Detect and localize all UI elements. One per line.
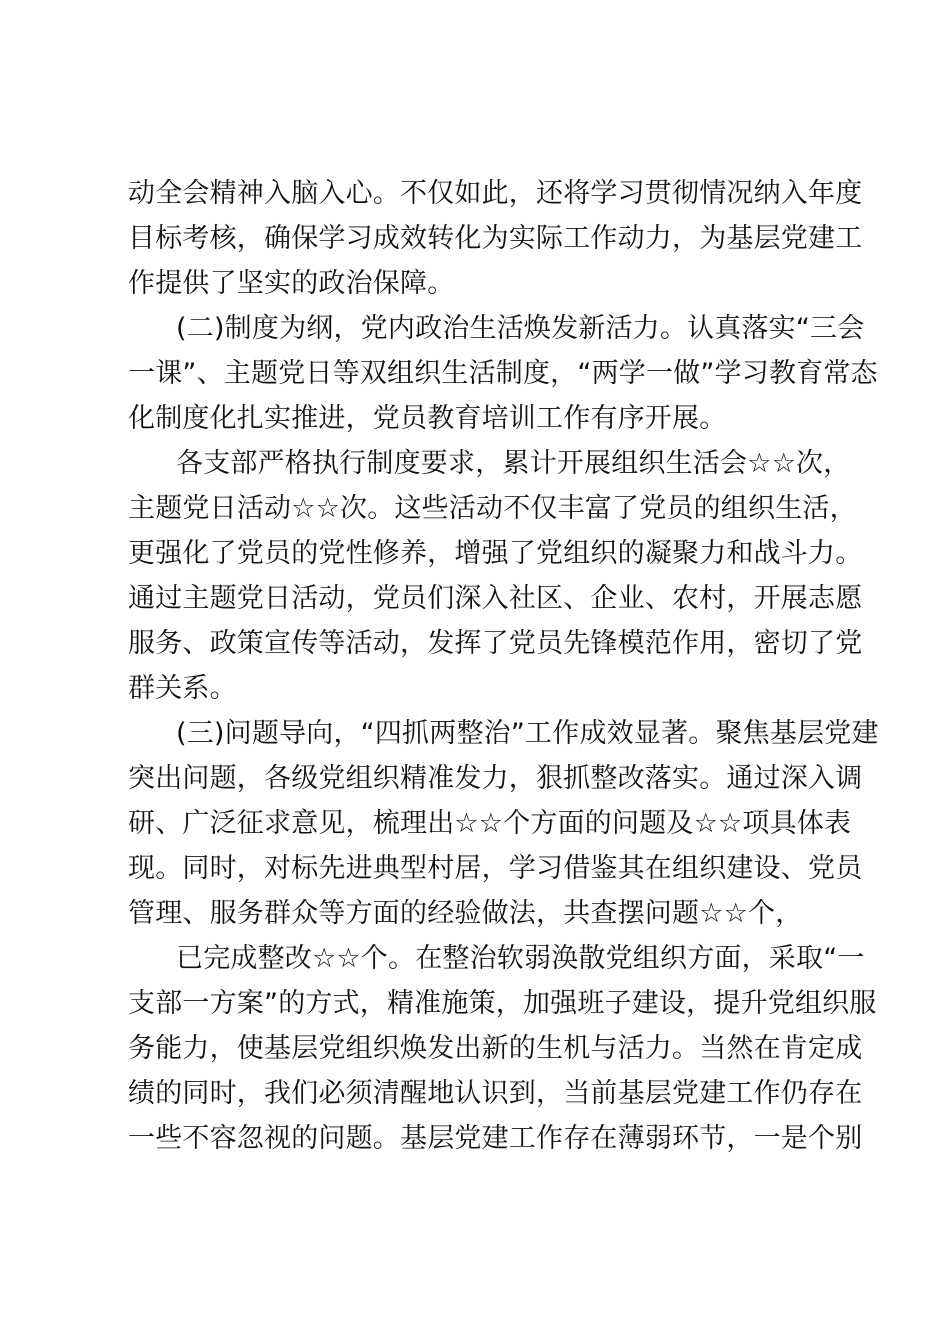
- text-line: 一课”、主题党日等双组织生活制度，“两学一做”学习教育常态: [128, 358, 878, 389]
- text-line: 支部一方案”的方式，精准施策，加强班子建设，提升党组织服: [128, 988, 877, 1019]
- text-line: 研、广泛征求意见，梳理出☆☆个方面的问题及☆☆项具体表: [128, 808, 852, 839]
- paragraph-start: 已完成整改☆☆个。在整治软弱涣散党组织方面，采取“一: [176, 943, 865, 974]
- text-line: 务能力，使基层党组织焕发出新的生机与活力。当然在肯定成: [128, 1033, 863, 1064]
- text-line: 化制度化扎实推进，党员教育培训工作有序开展。: [128, 403, 727, 434]
- text-line: 通过主题党日活动，党员们深入社区、企业、农村，开展志愿: [128, 583, 863, 614]
- text-line: 绩的同时，我们必须清醒地认识到，当前基层党建工作仍存在: [128, 1078, 863, 1109]
- section-heading-3: (三)问题导向，“四抓两整治”工作成效显著。聚焦基层党建: [176, 718, 879, 749]
- text-line: 目标考核，确保学习成效转化为实际工作动力，为基层党建工: [128, 223, 863, 254]
- text-line: 更强化了党员的党性修养，增强了党组织的凝聚力和战斗力。: [128, 538, 863, 569]
- text-line: 群关系。: [128, 673, 237, 704]
- text-line: 一些不容忽视的问题。基层党建工作存在薄弱环节，一是个别: [128, 1123, 863, 1154]
- text-line: 作提供了坚实的政治保障。: [128, 268, 455, 299]
- text-line: 管理、服务群众等方面的经验做法，共查摆问题☆☆个，: [128, 898, 803, 929]
- text-line: 突出问题，各级党组织精准发力，狠抓整改落实。通过深入调: [128, 763, 863, 794]
- text-line: 现。同时，对标先进典型村居，学习借鉴其在组织建设、党员: [128, 853, 863, 884]
- text-line: 服务、政策宣传等活动，发挥了党员先锋模范作用，密切了党: [128, 628, 863, 659]
- paragraph-start: 各支部严格执行制度要求，累计开展组织生活会☆☆次，: [176, 448, 851, 479]
- text-line: 动全会精神入脑入心。不仅如此，还将学习贯彻情况纳入年度: [128, 178, 863, 209]
- section-heading-2: (二)制度为纲，党内政治生活焕发新活力。认真落实“三会: [176, 313, 865, 344]
- text-line: 主题党日活动☆☆次。这些活动不仅丰富了党员的组织生活，: [128, 493, 857, 524]
